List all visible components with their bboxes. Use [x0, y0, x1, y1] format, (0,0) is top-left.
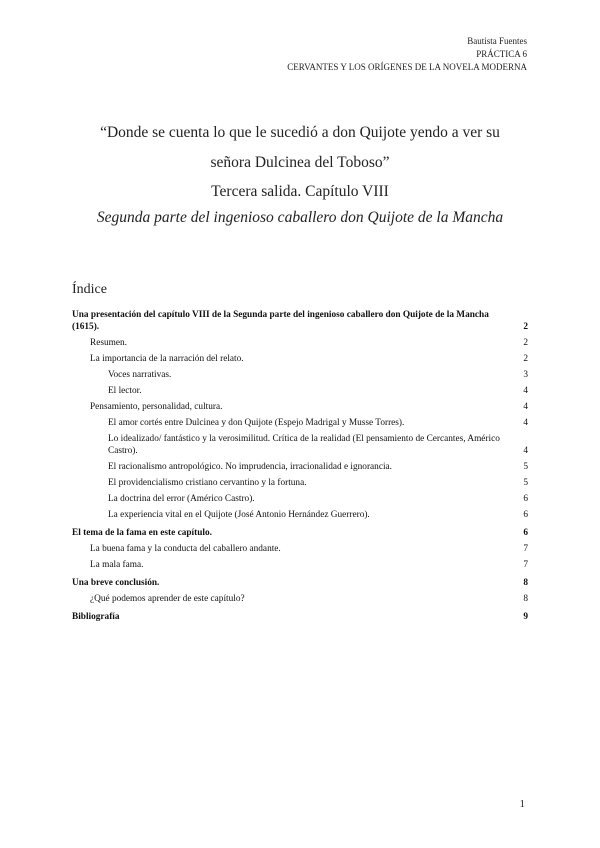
toc-entry[interactable]	[72, 577, 528, 589]
toc-entry-title: El lector.	[108, 386, 142, 396]
title-block	[60, 118, 540, 231]
toc-entry-title: Una breve conclusión.	[72, 578, 160, 588]
toc-entry-page: 8	[523, 594, 528, 604]
toc-entry[interactable]	[72, 559, 528, 571]
toc-entry[interactable]	[72, 593, 528, 605]
toc-entry-page: 7	[523, 544, 528, 554]
toc-entry-title: El tema de la fama en este capítulo.	[72, 528, 212, 538]
toc-entry-page: 4	[523, 386, 528, 396]
toc-entry-title: La doctrina del error (Américo Castro).	[108, 494, 255, 504]
toc-entry[interactable]	[72, 527, 528, 539]
toc-entry[interactable]	[72, 369, 528, 381]
title-line-1: “Donde se cuenta lo que le sucedió a don Quijote yendo a ver su	[100, 124, 500, 141]
work-title: Segunda parte del ingenioso caballero don Quijote de la Mancha	[96, 209, 504, 226]
toc-entry[interactable]	[72, 493, 528, 505]
toc-entry[interactable]	[72, 401, 528, 413]
toc-entry-page: 5	[523, 462, 528, 472]
toc-entry[interactable]	[72, 417, 528, 429]
toc-entry-page: 2	[523, 338, 528, 348]
toc-entry[interactable]	[72, 461, 528, 473]
toc-entry-page: 3	[523, 370, 528, 380]
toc-entry-page: 6	[523, 494, 528, 504]
toc-entry-title: ¿Qué podemos aprender de este capítulo?	[90, 594, 245, 604]
toc-entry-title: El providencialismo cristiano cervantino y la fortuna.	[108, 478, 307, 488]
toc-entry-page: 5	[523, 478, 528, 488]
toc-entry[interactable]	[72, 543, 528, 555]
toc-entry-page: 2	[523, 322, 528, 332]
toc-entry-title: La mala fama.	[90, 560, 144, 570]
table-of-contents	[72, 309, 528, 623]
toc-entry[interactable]	[72, 385, 528, 397]
toc-entry-page: 9	[523, 612, 528, 622]
header-assignment: PRÁCTICA 6	[476, 49, 527, 59]
toc-entry-title: Una presentación del capítulo VIII de la Segunda parte del ingenioso caballero don Quijote de la Mancha (1615).	[72, 310, 489, 332]
toc-entry-page: 6	[523, 510, 528, 520]
toc-entry[interactable]	[72, 611, 528, 623]
index-heading: Índice	[72, 282, 107, 297]
title-line-2: señora Dulcinea del Toboso”	[210, 154, 390, 171]
toc-entry-page: 8	[523, 578, 528, 588]
toc-entry[interactable]	[72, 309, 528, 333]
toc-entry[interactable]	[72, 477, 528, 489]
toc-entry-title: La buena fama y la conducta del caballero andante.	[90, 544, 281, 554]
toc-entry-page: 4	[523, 402, 528, 412]
toc-entry-title: El amor cortés entre Dulcinea y don Quijote (Espejo Madrigal y Musse Torres).	[108, 418, 405, 428]
page-header	[287, 35, 527, 74]
toc-entry-page: 6	[523, 528, 528, 538]
toc-entry[interactable]	[72, 509, 528, 521]
toc-entry-title: Resumen.	[90, 338, 127, 348]
toc-entry-title: El racionalismo antropológico. No imprudencia, irracionalidad e ignorancia.	[108, 462, 392, 472]
toc-entry-page: 4	[523, 446, 528, 456]
subtitle: Tercera salida. Capítulo VIII	[211, 183, 389, 200]
toc-entry-page: 4	[523, 418, 528, 428]
toc-entry-page: 7	[523, 560, 528, 570]
toc-entry[interactable]	[72, 433, 528, 457]
header-course: CERVANTES Y LOS ORÍGENES DE LA NOVELA MODERNA	[287, 62, 527, 72]
toc-entry[interactable]	[72, 353, 528, 365]
toc-entry-title: Bibliografía	[72, 612, 120, 622]
header-author: Bautista Fuentes	[467, 36, 527, 46]
toc-entry-title: Pensamiento, personalidad, cultura.	[90, 402, 223, 412]
page-number: 1	[519, 798, 525, 810]
toc-entry-title: Voces narrativas.	[108, 370, 172, 380]
toc-entry-title: La importancia de la narración del relato.	[90, 354, 244, 364]
toc-entry-title: Lo idealizado/ fantástico y la verosimilitud. Crítica de la realidad (El pensamiento de Cercantes, Américo Castro).	[108, 434, 500, 456]
toc-entry[interactable]	[72, 337, 528, 349]
toc-entry-title: La experiencia vital en el Quijote (José Antonio Hernández Guerrero).	[108, 510, 370, 520]
toc-entry-page: 2	[523, 354, 528, 364]
